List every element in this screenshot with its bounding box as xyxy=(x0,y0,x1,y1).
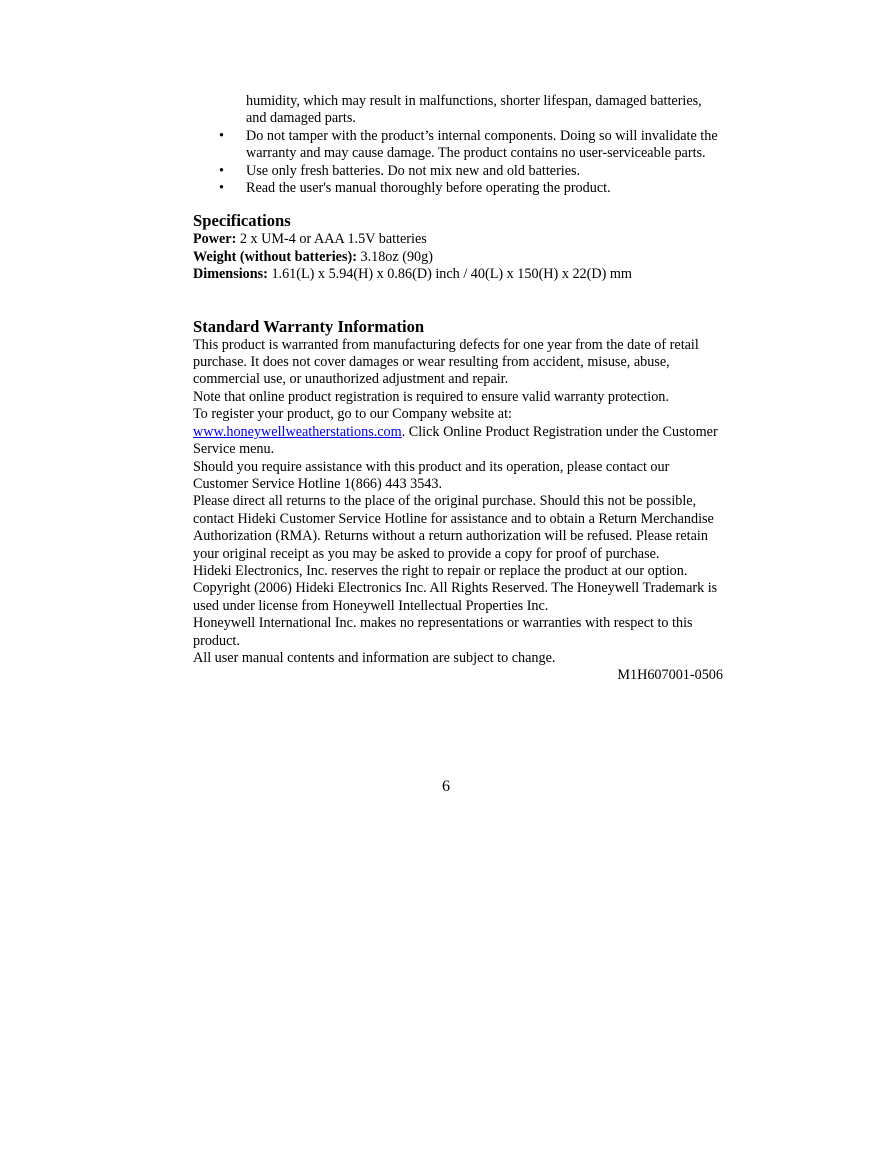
warranty-hotline-text: Should you require assistance with this product and its operation, please contact our Customer Service Hotline 1(866) 443 3543. xyxy=(193,458,670,492)
spec-power xyxy=(193,231,723,248)
specifications-section xyxy=(193,211,723,283)
warranty-returns-text: Please direct all returns to the place of the original purchase. Should this not be possible, contact Hideki Customer Service Hotline for assistance and to obtain a Return Merchandise Authorization (RMA). Returns without a return authorization will be refused. Please retain your original receipt as you may be asked to provide a copy for proof of purchase. xyxy=(193,493,714,562)
warranty-website-line xyxy=(193,424,723,459)
list-item-text: humidity, which may result in malfunctions, shorter lifespan, damaged batteries, and damaged parts. xyxy=(246,93,702,127)
warranty-change-notice: All user manual contents and information are subject to change. xyxy=(193,649,556,666)
bullet-icon: • xyxy=(219,127,224,144)
spec-power-label: Power: xyxy=(193,231,237,248)
list-item-text: Do not tamper with the product’s internal components. Doing so will invalidate the warranty and may cause damage. The product contains no user-serviceable parts. xyxy=(246,127,718,162)
manual-page-content xyxy=(193,93,723,685)
warranty-copyright-text: Copyright (2006) Hideki Electronics Inc. All Rights Reserved. The Honeywell Trademark is used under license from Honeywell Intellectual Properties Inc. xyxy=(193,580,718,614)
list-item xyxy=(219,180,723,197)
website-instruction-text: . Click Online Product Registration under the Customer Service menu. xyxy=(193,423,718,458)
spec-weight xyxy=(193,249,723,266)
bullet-icon: • xyxy=(219,162,224,179)
warranty-repair-text: Hideki Electronics, Inc. reserves the right to repair or replace the product at our option. xyxy=(193,562,688,579)
model-number: M1H607001-0506 xyxy=(617,667,723,684)
spec-dimensions xyxy=(193,266,723,283)
list-item xyxy=(219,127,723,163)
warranty-heading: Standard Warranty Information xyxy=(193,316,425,336)
warranty-registration-note: Note that online product registration is required to ensure valid warranty protection. xyxy=(193,388,669,405)
warranty-register-instruction: To register your product, go to our Company website at: xyxy=(193,406,512,423)
warranty-section xyxy=(193,317,723,685)
spec-dimensions-value: 1.61(L) x 5.94(H) x 0.86(D) inch / 40(L) x 150(H) x 22(D) mm xyxy=(267,266,632,283)
website-link[interactable]: www.honeywellweatherstations.com xyxy=(193,423,402,440)
spec-weight-label: Weight (without batteries): xyxy=(193,248,357,265)
list-item-text: Use only fresh batteries. Do not mix new and old batteries. xyxy=(246,162,581,179)
bullet-icon: • xyxy=(219,180,224,197)
warranty-coverage-text: This product is warranted from manufacturing defects for one year from the date of retail purchase. It does not cover damages or wear resulting from accident, misuse, abuse, commercial use, or unauthorized adjustment and repair. xyxy=(193,336,699,388)
spec-power-value: 2 x UM-4 or AAA 1.5V batteries xyxy=(236,231,427,248)
list-item-continuation xyxy=(246,93,723,128)
spec-weight-value: 3.18oz (90g) xyxy=(356,248,433,265)
specifications-heading: Specifications xyxy=(193,211,291,231)
list-item-text: Read the user's manual thoroughly before operating the product. xyxy=(246,180,611,197)
spec-dimensions-label: Dimensions: xyxy=(193,266,268,283)
list-item xyxy=(219,162,723,180)
warranty-disclaimer-text: Honeywell International Inc. makes no representations or warranties with respect to this product. xyxy=(193,615,693,649)
page-number: 6 xyxy=(442,778,450,795)
precautions-list xyxy=(193,93,723,197)
